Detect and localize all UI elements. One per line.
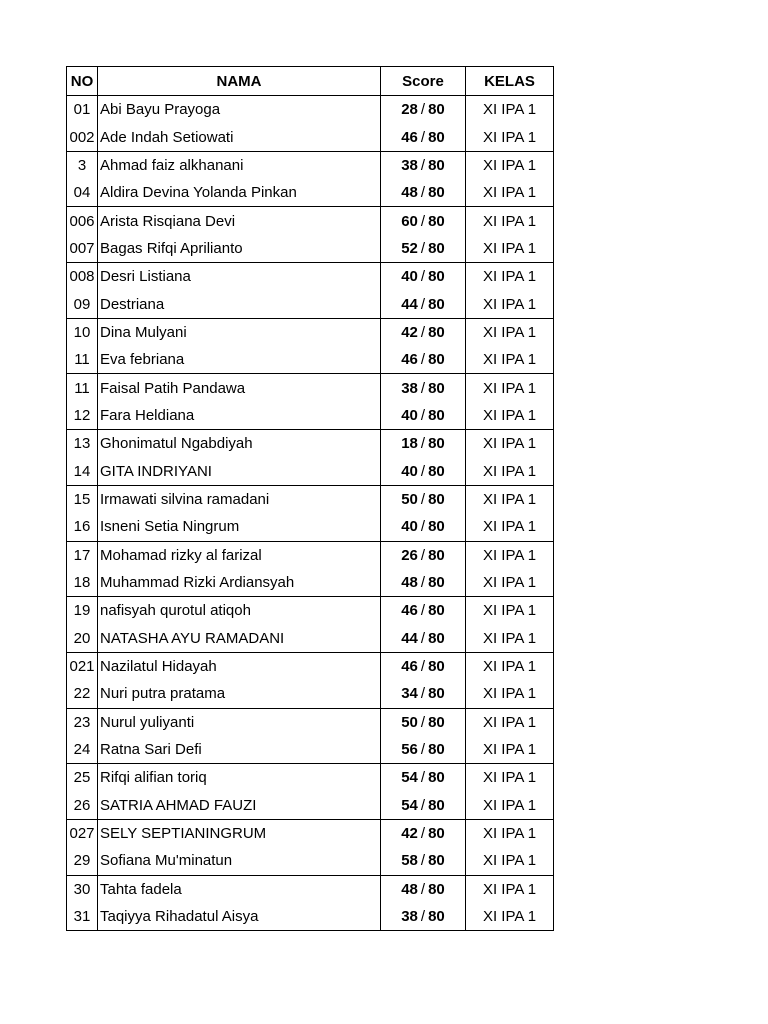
score-value: 52 (401, 239, 418, 257)
score-max: 80 (428, 658, 445, 676)
score-value: 50 (401, 490, 418, 508)
row-no: 17 (67, 541, 98, 569)
score-separator: / (420, 685, 426, 703)
row-nama: Eva febriana (98, 346, 381, 374)
row-nama: Abi Bayu Prayoga (98, 96, 381, 124)
row-nama: Nuri putra pratama (98, 680, 381, 708)
row-kelas: XI IPA 1 (466, 318, 554, 346)
row-kelas: XI IPA 1 (466, 207, 554, 235)
row-kelas: XI IPA 1 (466, 569, 554, 597)
row-kelas: XI IPA 1 (466, 263, 554, 291)
score-value: 34 (401, 685, 418, 703)
row-no: 11 (67, 346, 98, 374)
row-kelas: XI IPA 1 (466, 123, 554, 151)
row-score (381, 346, 466, 374)
table-row (67, 457, 554, 485)
row-no: 09 (67, 290, 98, 318)
score-max: 80 (428, 685, 445, 703)
score-max: 80 (428, 796, 445, 814)
row-no: 16 (67, 513, 98, 541)
row-score (381, 569, 466, 597)
table-row (67, 96, 554, 124)
score-separator: / (420, 490, 426, 508)
row-kelas: XI IPA 1 (466, 708, 554, 736)
score-value: 46 (401, 658, 418, 676)
row-no: 11 (67, 374, 98, 402)
row-nama: Nazilatul Hidayah (98, 652, 381, 680)
score-value: 26 (401, 546, 418, 564)
score-value: 56 (401, 741, 418, 759)
row-score (381, 430, 466, 458)
score-separator: / (420, 629, 426, 647)
score-max: 80 (428, 184, 445, 202)
row-kelas: XI IPA 1 (466, 346, 554, 374)
row-no: 15 (67, 485, 98, 513)
row-score (381, 708, 466, 736)
score-max: 80 (428, 741, 445, 759)
row-score (381, 541, 466, 569)
score-value: 38 (401, 908, 418, 926)
row-nama: Isneni Setia Ningrum (98, 513, 381, 541)
row-score (381, 819, 466, 847)
row-no: 008 (67, 263, 98, 291)
score-value: 50 (401, 713, 418, 731)
score-max: 80 (428, 602, 445, 620)
score-value: 54 (401, 769, 418, 787)
score-separator: / (420, 574, 426, 592)
score-value: 60 (401, 212, 418, 230)
row-kelas: XI IPA 1 (466, 597, 554, 625)
score-value: 44 (401, 295, 418, 313)
table-row (67, 402, 554, 430)
row-nama: GITA INDRIYANI (98, 457, 381, 485)
table-row (67, 903, 554, 931)
row-kelas: XI IPA 1 (466, 903, 554, 931)
row-nama: Muhammad Rizki Ardiansyah (98, 569, 381, 597)
row-score (381, 318, 466, 346)
score-separator: / (420, 239, 426, 257)
table-header (67, 67, 554, 96)
row-score (381, 597, 466, 625)
row-nama: Ahmad faiz alkhanani (98, 151, 381, 179)
row-nama: Dina Mulyani (98, 318, 381, 346)
score-separator: / (420, 184, 426, 202)
score-max: 80 (428, 880, 445, 898)
score-value: 42 (401, 825, 418, 843)
table-row (67, 680, 554, 708)
score-value: 38 (401, 156, 418, 174)
score-max: 80 (428, 518, 445, 536)
score-value: 40 (401, 462, 418, 480)
score-max: 80 (428, 128, 445, 146)
row-nama: Tahta fadela (98, 875, 381, 903)
score-max: 80 (428, 546, 445, 564)
score-max: 80 (428, 323, 445, 341)
table-row (67, 792, 554, 820)
score-separator: / (420, 268, 426, 286)
score-separator: / (420, 212, 426, 230)
row-score (381, 457, 466, 485)
header-row (67, 67, 554, 96)
row-nama: Sofiana Mu'minatun (98, 847, 381, 875)
header-kelas: KELAS (466, 67, 554, 96)
row-score (381, 764, 466, 792)
row-kelas: XI IPA 1 (466, 875, 554, 903)
row-score (381, 179, 466, 207)
score-max: 80 (428, 406, 445, 424)
score-value: 28 (401, 101, 418, 119)
row-kelas: XI IPA 1 (466, 792, 554, 820)
score-value: 58 (401, 852, 418, 870)
score-separator: / (420, 769, 426, 787)
row-no: 021 (67, 652, 98, 680)
row-nama: Bagas Rifqi Aprilianto (98, 235, 381, 263)
header-nama: NAMA (98, 67, 381, 96)
row-kelas: XI IPA 1 (466, 235, 554, 263)
score-value: 42 (401, 323, 418, 341)
table-row (67, 764, 554, 792)
row-nama: Nurul yuliyanti (98, 708, 381, 736)
score-value: 40 (401, 406, 418, 424)
score-max: 80 (428, 268, 445, 286)
row-score (381, 123, 466, 151)
score-max: 80 (428, 852, 445, 870)
score-separator: / (420, 156, 426, 174)
row-score (381, 235, 466, 263)
row-kelas: XI IPA 1 (466, 179, 554, 207)
score-value: 44 (401, 629, 418, 647)
row-kelas: XI IPA 1 (466, 290, 554, 318)
row-kelas: XI IPA 1 (466, 374, 554, 402)
score-separator: / (420, 435, 426, 453)
score-separator: / (420, 546, 426, 564)
score-separator: / (420, 323, 426, 341)
table-row (67, 346, 554, 374)
row-nama: Faisal Patih Pandawa (98, 374, 381, 402)
row-nama: Ade Indah Setiowati (98, 123, 381, 151)
row-kelas: XI IPA 1 (466, 485, 554, 513)
table-row (67, 235, 554, 263)
score-max: 80 (428, 435, 445, 453)
row-score (381, 736, 466, 764)
row-nama: Aldira Devina Yolanda Pinkan (98, 179, 381, 207)
score-separator: / (420, 713, 426, 731)
score-max: 80 (428, 239, 445, 257)
score-max: 80 (428, 101, 445, 119)
row-score (381, 402, 466, 430)
header-no: NO (67, 67, 98, 96)
row-no: 007 (67, 235, 98, 263)
row-nama: SATRIA AHMAD FAUZI (98, 792, 381, 820)
row-score (381, 207, 466, 235)
score-separator: / (420, 852, 426, 870)
row-no: 31 (67, 903, 98, 931)
table-row (67, 541, 554, 569)
row-no: 20 (67, 625, 98, 653)
row-kelas: XI IPA 1 (466, 513, 554, 541)
score-separator: / (420, 101, 426, 119)
row-score (381, 847, 466, 875)
score-value: 48 (401, 880, 418, 898)
score-separator: / (420, 406, 426, 424)
table-row (67, 819, 554, 847)
score-max: 80 (428, 295, 445, 313)
row-nama: NATASHA AYU RAMADANI (98, 625, 381, 653)
header-score: Score (381, 67, 466, 96)
score-max: 80 (428, 351, 445, 369)
table-row (67, 318, 554, 346)
row-kelas: XI IPA 1 (466, 96, 554, 124)
score-max: 80 (428, 462, 445, 480)
table-row (67, 513, 554, 541)
row-no: 027 (67, 819, 98, 847)
row-nama: Desri Listiana (98, 263, 381, 291)
score-value: 48 (401, 574, 418, 592)
row-score (381, 513, 466, 541)
table-row (67, 123, 554, 151)
row-kelas: XI IPA 1 (466, 625, 554, 653)
score-max: 80 (428, 908, 445, 926)
table-row (67, 569, 554, 597)
score-value: 46 (401, 128, 418, 146)
score-max: 80 (428, 379, 445, 397)
row-score (381, 485, 466, 513)
score-value: 54 (401, 796, 418, 814)
row-no: 006 (67, 207, 98, 235)
row-nama: Mohamad rizky al farizal (98, 541, 381, 569)
table-row (67, 151, 554, 179)
score-value: 40 (401, 268, 418, 286)
row-no: 24 (67, 736, 98, 764)
row-no: 23 (67, 708, 98, 736)
table-row (67, 625, 554, 653)
table-row (67, 430, 554, 458)
score-separator: / (420, 825, 426, 843)
score-separator: / (420, 462, 426, 480)
row-no: 3 (67, 151, 98, 179)
row-kelas: XI IPA 1 (466, 541, 554, 569)
score-value: 18 (401, 435, 418, 453)
score-separator: / (420, 741, 426, 759)
score-value: 48 (401, 184, 418, 202)
row-score (381, 625, 466, 653)
score-max: 80 (428, 825, 445, 843)
table-row (67, 263, 554, 291)
row-score (381, 792, 466, 820)
row-nama: Ratna Sari Defi (98, 736, 381, 764)
score-max: 80 (428, 629, 445, 647)
score-value: 38 (401, 379, 418, 397)
table-row (67, 290, 554, 318)
row-nama: Taqiyya Rihadatul Aisya (98, 903, 381, 931)
row-nama: SELY SEPTIANINGRUM (98, 819, 381, 847)
row-score (381, 903, 466, 931)
row-no: 04 (67, 179, 98, 207)
row-score (381, 151, 466, 179)
row-no: 14 (67, 457, 98, 485)
row-score (381, 290, 466, 318)
row-no: 002 (67, 123, 98, 151)
score-max: 80 (428, 156, 445, 174)
score-max: 80 (428, 769, 445, 787)
table-row (67, 847, 554, 875)
score-separator: / (420, 658, 426, 676)
row-no: 18 (67, 569, 98, 597)
score-separator: / (420, 351, 426, 369)
row-kelas: XI IPA 1 (466, 457, 554, 485)
table-body (67, 96, 554, 931)
row-nama: Arista Risqiana Devi (98, 207, 381, 235)
row-score (381, 652, 466, 680)
table-row (67, 875, 554, 903)
row-score (381, 680, 466, 708)
score-separator: / (420, 602, 426, 620)
row-nama: Fara Heldiana (98, 402, 381, 430)
score-separator: / (420, 295, 426, 313)
score-max: 80 (428, 713, 445, 731)
table-row (67, 179, 554, 207)
row-kelas: XI IPA 1 (466, 430, 554, 458)
score-separator: / (420, 796, 426, 814)
row-score (381, 374, 466, 402)
row-kelas: XI IPA 1 (466, 680, 554, 708)
score-table (66, 66, 554, 931)
row-kelas: XI IPA 1 (466, 764, 554, 792)
row-no: 01 (67, 96, 98, 124)
row-no: 10 (67, 318, 98, 346)
row-nama: Destriana (98, 290, 381, 318)
row-no: 12 (67, 402, 98, 430)
row-kelas: XI IPA 1 (466, 819, 554, 847)
table-row (67, 374, 554, 402)
score-separator: / (420, 908, 426, 926)
row-no: 25 (67, 764, 98, 792)
row-nama: Irmawati silvina ramadani (98, 485, 381, 513)
score-max: 80 (428, 490, 445, 508)
table-row (67, 597, 554, 625)
score-value: 46 (401, 351, 418, 369)
row-nama: nafisyah qurotul atiqoh (98, 597, 381, 625)
score-value: 40 (401, 518, 418, 536)
row-nama: Ghonimatul Ngabdiyah (98, 430, 381, 458)
row-score (381, 263, 466, 291)
row-kelas: XI IPA 1 (466, 652, 554, 680)
row-no: 22 (67, 680, 98, 708)
table-row (67, 652, 554, 680)
table-row (67, 708, 554, 736)
score-value: 46 (401, 602, 418, 620)
score-separator: / (420, 379, 426, 397)
table-row (67, 485, 554, 513)
score-max: 80 (428, 212, 445, 230)
table-row (67, 207, 554, 235)
score-separator: / (420, 518, 426, 536)
row-kelas: XI IPA 1 (466, 736, 554, 764)
row-score (381, 875, 466, 903)
row-kelas: XI IPA 1 (466, 151, 554, 179)
row-no: 30 (67, 875, 98, 903)
row-score (381, 96, 466, 124)
row-kelas: XI IPA 1 (466, 847, 554, 875)
score-separator: / (420, 880, 426, 898)
score-separator: / (420, 128, 426, 146)
score-max: 80 (428, 574, 445, 592)
row-nama: Rifqi alifian toriq (98, 764, 381, 792)
row-no: 26 (67, 792, 98, 820)
row-no: 13 (67, 430, 98, 458)
row-no: 19 (67, 597, 98, 625)
table-row (67, 736, 554, 764)
row-kelas: XI IPA 1 (466, 402, 554, 430)
row-no: 29 (67, 847, 98, 875)
